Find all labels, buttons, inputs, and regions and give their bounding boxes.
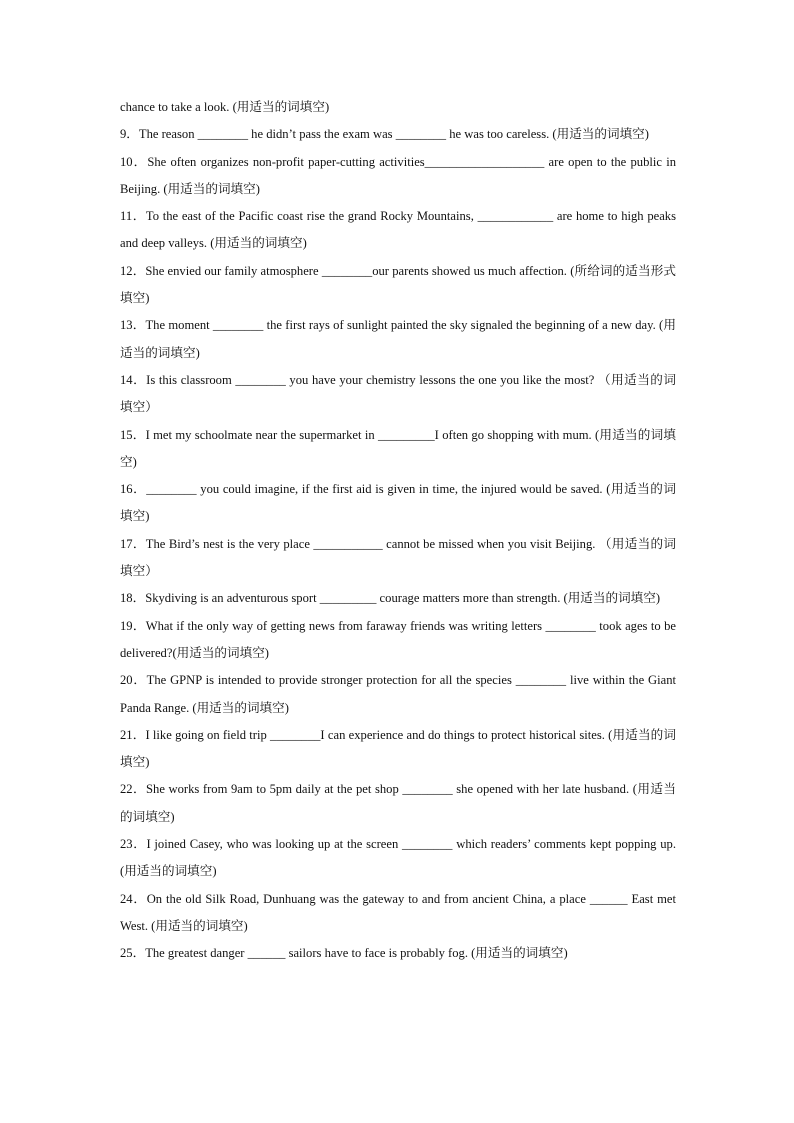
question-18: 18．Skydiving is an adventurous sport _________ courage matters more than strength. (用适当的词填空) [120, 591, 661, 606]
question-19: 19．What if the only way of getting news from faraway friends was writing letters ________ took ages to be delivered?(用适当的词填空) [120, 618, 676, 660]
question-10: 10．She often organizes non-profit paper-cutting activities___________________ are open to the public in Beijing. (用适当的词填空) [120, 154, 676, 196]
question-16: 16．________ you could imagine, if the first aid is given in time, the injured would be saved. (用适当的词填空) [120, 482, 676, 524]
worksheet-page [120, 94, 676, 968]
question-22: 22．She works from 9am to 5pm daily at the pet shop ________ she opened with her late husband. (用适当的词填空) [120, 782, 676, 824]
question-20: 20．The GPNP is intended to provide stronger protection for all the species ________ live within the Giant Panda Range. (用适当的词填空) [120, 673, 676, 715]
question-15: 15．I met my schoolmate near the supermarket in _________I often go shopping with mum. (用适当的词填空) [120, 427, 676, 469]
question-21: 21．I like going on field trip ________I can experience and do things to protect historical sites. (用适当的词填空) [120, 727, 676, 770]
question-11: 11．To the east of the Pacific coast rise the grand Rocky Mountains, ____________ are home to high peaks and deep valleys. (用适当的词填空) [120, 209, 676, 251]
question-25: 25．The greatest danger ______ sailors have to face is probably fog. (用适当的词填空) [120, 946, 568, 961]
question-12: 12．She envied our family atmosphere ________our parents showed us much affection. (所给词的适当形式填空) [120, 263, 676, 306]
question-13: 13．The moment ________ the first rays of sunlight painted the sky signaled the beginning of a new day. (用适当的词填空) [120, 318, 676, 360]
question-23: 23．I joined Casey, who was looking up at the screen ________ which readers’ comments kept popping up. (用适当的词填空) [120, 837, 676, 879]
question-17: 17．The Bird’s nest is the very place ___________ cannot be missed when you visit Beijing. （用适当的词填空） [120, 536, 676, 579]
question-24: 24．On the old Silk Road, Dunhuang was the gateway to and from ancient China, a place ______ East met West. (用适当的词填空) [120, 891, 676, 933]
question-8-continuation: chance to take a look. (用适当的词填空) [120, 100, 330, 114]
question-14: 14．Is this classroom ________ you have your chemistry lessons the one you like the most? （用适当的词填空） [120, 372, 676, 415]
question-9: 9．The reason ________ he didn’t pass the exam was ________ he was too careless. (用适当的词填空) [120, 127, 649, 142]
